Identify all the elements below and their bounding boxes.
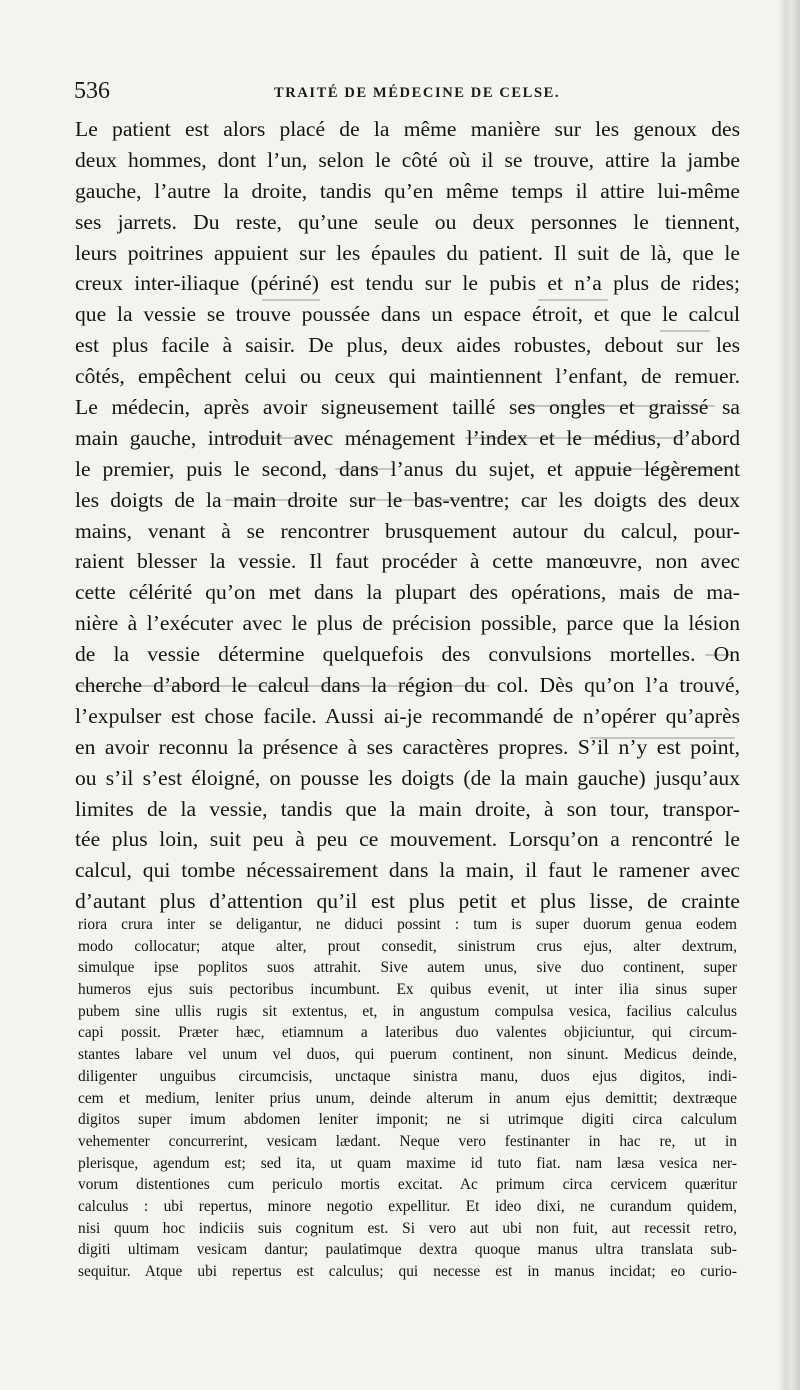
footnote-line: simulque ipse poplitos suos attrahit. Sive autem unus, sive duo continent, super bbox=[78, 959, 737, 977]
body-line: cherche d’abord le calcul dans la région du col. Dès qu’on l’a trouvé, bbox=[75, 673, 740, 698]
body-line: deux hommes, dont l’un, selon le côté où il se trouve, attire la jambe bbox=[75, 147, 740, 172]
body-line: Le médecin, après avoir signeusement taillé ses ongles et graissé sa bbox=[75, 395, 740, 420]
footnote-line: digiti ultimam vesicam dantur; paulatimque dextra quoque manus ultra translata sub- bbox=[78, 1241, 737, 1259]
footnote-line: humeros ejus suis pectoribus incumbunt. Ex quibus evenit, ut inter ilia sinus super bbox=[78, 981, 737, 999]
footnote-line: capi possit. Præter hæc, etiamnum a lateribus duo valentes objiciuntur, qui circum- bbox=[78, 1024, 737, 1042]
body-line: que la vessie se trouve poussée dans un espace étroit, et que le calcul bbox=[75, 302, 740, 327]
body-line: cette célérité qu’on met dans la plupart des opérations, mais de ma- bbox=[75, 580, 740, 605]
body-line: tée plus loin, suit peu à peu ce mouvement. Lorsqu’on a rencontré le bbox=[75, 827, 740, 852]
footnote-line: plerisque, agendum est; sed ita, ut quam maxime id tuto fiat. nam læsa vesica ner- bbox=[78, 1154, 737, 1172]
body-line: limites de la vessie, tandis que la main droite, à son tour, transpor- bbox=[75, 796, 740, 821]
body-line: le premier, puis le second, dans l’anus du sujet, et appuie légèrement bbox=[75, 456, 740, 481]
body-line: en avoir reconnu la présence à ses caractères propres. S’il n’y est point, bbox=[75, 734, 740, 759]
body-line: d’autant plus d’attention qu’il est plus petit et plus lisse, de crainte bbox=[75, 889, 740, 914]
main-body-text bbox=[75, 114, 740, 917]
footnote-line: diligenter unguibus circumcisis, unctaque sinistra manu, duos ejus digitos, indi- bbox=[78, 1067, 737, 1085]
page-header bbox=[74, 78, 744, 106]
footnote-line: riora crura inter se deligantur, ne diduci possint : tum is super duorum genua eodem bbox=[78, 916, 737, 933]
page-number: 536 bbox=[74, 78, 110, 104]
body-line: ou s’il s’est éloigné, on pousse les doigts (de la main gauche) jusqu’aux bbox=[75, 765, 740, 790]
body-line: l’expulser est chose facile. Aussi ai-je recommandé de n’opérer qu’après bbox=[75, 703, 740, 728]
footnote-line: pubem sine ullis rugis sit extentus, et, in angustum compulsa vesica, facilius calculus bbox=[78, 1002, 737, 1020]
latin-footnote bbox=[78, 914, 737, 1283]
body-line: creux inter-iliaque (périné) est tendu sur le pubis et n’a plus de rides; bbox=[75, 271, 740, 296]
footnote-line: sequitur. Atque ubi repertus est calculus; qui necesse est in manus incidat; eo curio- bbox=[78, 1263, 737, 1280]
body-line: de la vessie détermine quelquefois des convulsions mortelles. On bbox=[75, 642, 740, 667]
footnote-line: vehementer concurrerint, vesicam lædant. Neque vero festinanter in hac re, ut in bbox=[78, 1132, 737, 1150]
footnote-line: modo collocatur; atque alter, prout consedit, sinistrum crus ejus, alter dextrum, bbox=[78, 937, 737, 955]
body-line: gauche, l’autre la droite, tandis qu’en même temps il attire lui-même bbox=[75, 178, 740, 203]
page-edge-shadow bbox=[778, 0, 800, 1390]
body-line: côtés, empêchent celui ou ceux qui maintiennent l’enfant, de remuer. bbox=[75, 364, 740, 389]
footnote-line: stantes labare vel unum vel duos, qui puerum continent, non sinunt. Medicus deinde, bbox=[78, 1046, 737, 1064]
body-line: main gauche, introduit avec ménagement l’index et le médius, d’abord bbox=[75, 425, 740, 450]
body-line: raient blesser la vessie. Il faut procéder à cette manœuvre, non avec bbox=[75, 549, 740, 574]
body-line: leurs poitrines appuient sur les épaules du patient. Il suit de là, que le bbox=[75, 240, 740, 265]
footnote-line: cem et medium, leniter prius unum, deinde alterum in anum ejus demittit; dextræque bbox=[78, 1089, 737, 1107]
body-line: nière à l’exécuter avec le plus de précision possible, parce que la lésion bbox=[75, 611, 740, 636]
body-line: Le patient est alors placé de la même manière sur les genoux des bbox=[75, 117, 740, 141]
body-line: ses jarrets. Du reste, qu’une seule ou deux personnes le tiennent, bbox=[75, 209, 740, 234]
body-line: mains, venant à se rencontrer brusquement autour du calcul, pour- bbox=[75, 518, 740, 543]
footnote-line: nisi quum hoc indiciis suis cognitum est. Si vero aut ubi non fuit, aut recessit retro, bbox=[78, 1219, 737, 1237]
footnote-line: vorum distentiones cum periculo mortis excitat. Ac primum circa cervicem quæritur bbox=[78, 1176, 737, 1194]
body-line: les doigts de la main droite sur le bas-ventre; car les doigts des deux bbox=[75, 487, 740, 512]
body-line: est plus facile à saisir. De plus, deux aides robustes, debout sur les bbox=[75, 333, 740, 358]
running-title: TRAITÉ DE MÉDECINE DE CELSE. bbox=[274, 85, 561, 101]
footnote-line: calculus : ubi repertus, minore negotio expellitur. Et ideo dixi, ne curandum quidem, bbox=[78, 1197, 737, 1215]
footnote-line: digitos super imum abdomen leniter imponit; ne si utrimque digiti circa calculum bbox=[78, 1111, 737, 1129]
body-line: calcul, qui tombe nécessairement dans la main, il faut le ramener avec bbox=[75, 858, 740, 883]
